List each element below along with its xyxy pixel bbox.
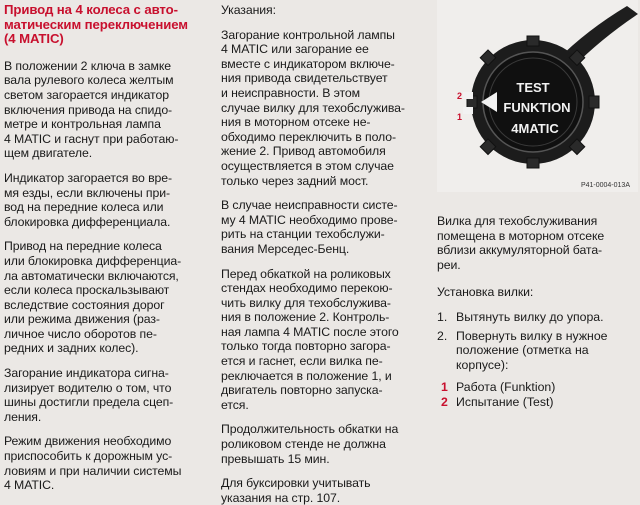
paragraph: В случае неисправности систе- му 4 MATIC необходимо прове- рить на станции техобслужи- вания Мерседес-Бенц. (221, 198, 398, 256)
install-steps (437, 310, 637, 372)
position-mark-1 (463, 107, 473, 114)
paragraph: Для буксировки учитывать указания на стр. 107. (221, 476, 371, 505)
step-item: 1. Вытянуть вилку до упора. (437, 309, 604, 324)
label-4matic: 4MATIC (511, 121, 559, 136)
position-legend (437, 380, 637, 409)
install-title: Установка вилки: (437, 285, 534, 300)
right-column (437, 214, 637, 410)
paragraph: Индикатор загорается во вре- мя езды, если включены при- вод на передние колеса или блокировка дифференциала. (4, 170, 172, 229)
service-plug-figure (437, 0, 638, 192)
legend-row: 2 Испытание (Test) (441, 394, 554, 409)
marker-1-label: 1 (457, 112, 463, 122)
label-funktion: FUNKTION (503, 100, 571, 115)
left-column (4, 0, 211, 493)
section-heading: Привод на 4 колеса с авто- матическим переключением (4 MATIC) (4, 2, 188, 47)
figure-code: P41-0004-013A (580, 182, 630, 189)
label-test: TEST (516, 80, 550, 95)
service-plug-illustration (437, 0, 638, 192)
paragraph: Загорание контрольной лампы 4 MATIC или загорание ее вместе с индикатором включе- ния привода свидетельствует и неисправности. В этом случае вилку для техобслужива- ния в моторном отсеке не- обходимо переключить в поло- жение 2. Привод автомобиля осуществляется в этом случае только через задний мост. (221, 27, 405, 188)
paragraph: Вилка для техобслуживания помещена в моторном отсеке вблизи аккумуляторной бата- реи. (437, 214, 605, 272)
paragraph: Загорание индикатора сигна- лизирует водителю о том, что шины достигли предела сцеп- ления. (4, 366, 174, 424)
paragraph: Режим движения необходимо приспособить к дорожным ус- ловиям и при наличии системы 4 MATIC. (4, 434, 182, 493)
paragraph: Продолжительность обкатки на роликовом стенде не должна превышать 15 мин. (221, 422, 399, 466)
paragraph: Перед обкаткой на роликовых стендах необходимо перекою- чить вилку для техобслужива- ния в положение 2. Контроль- ная лампа 4 MATIC после этого только тогда повторно загора- ется и гаснет, если вилка пе- реключается в положение 1, и двигатель повторно запуска- ется. (221, 266, 399, 412)
paragraph: В положении 2 ключа в замке вала рулевого колеса желтым светом загорается индикатор включения привода на спидо- метре и контрольная лампа 4 MATIC и гаснут при работаю- щем двигателе. (4, 58, 179, 161)
position-mark-2 (463, 92, 473, 99)
marker-2-label: 2 (457, 91, 463, 101)
notes-title: Указания: (221, 3, 276, 17)
paragraph: Привод на передние колеса или блокировка дифференциа- ла автоматически включаются, если колеса проскальзывают вследствие состояния дорог или режима движения (раз- личное число оборотов пе- редних и задних колес). (4, 239, 182, 356)
legend-row: 1 Работа (Funktion) (441, 380, 556, 395)
middle-column (221, 3, 431, 505)
step-item: 2. Повернуть вилку в нужное положение (отметка на корпусе): (437, 328, 608, 372)
